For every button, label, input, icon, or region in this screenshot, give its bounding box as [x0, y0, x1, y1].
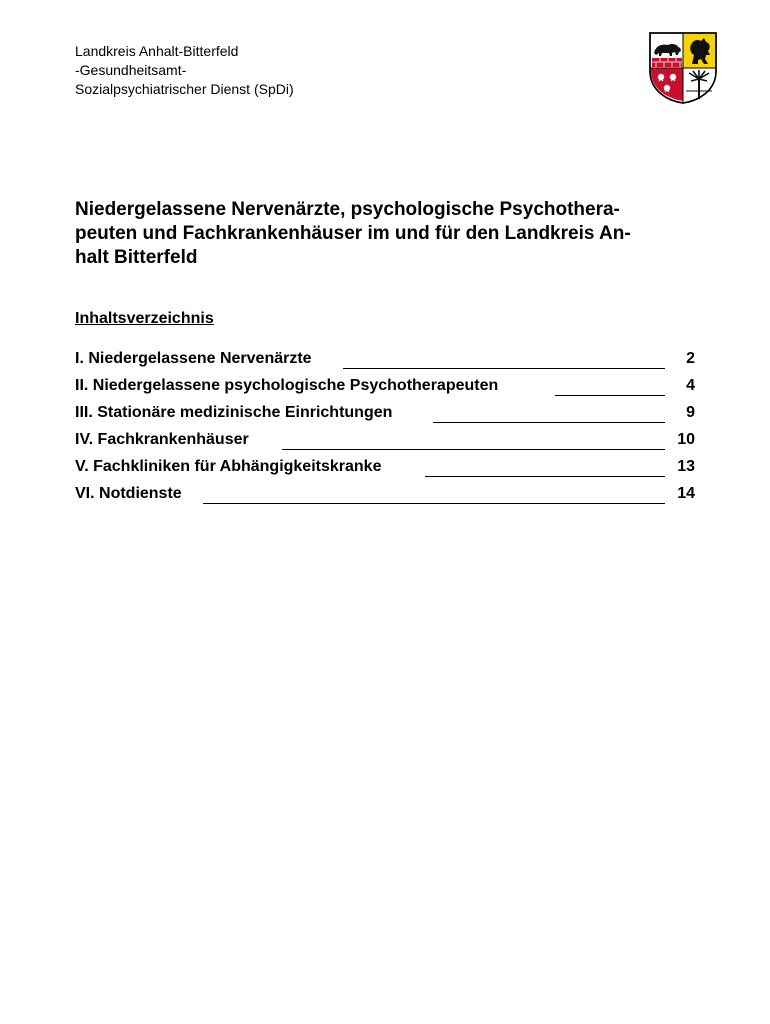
- toc-leader-line: [433, 422, 665, 423]
- toc-leader-line: [425, 476, 665, 477]
- toc-entry-label: IV. Fachkrankenhäuser: [75, 431, 249, 448]
- document-header: [75, 42, 294, 99]
- toc-entry-page: 2: [686, 350, 695, 367]
- toc-entry[interactable]: [75, 348, 695, 375]
- coat-of-arms-icon: [648, 31, 718, 105]
- document-title: [75, 198, 695, 270]
- table-of-contents: [75, 348, 695, 510]
- toc-heading: Inhaltsverzeichnis: [75, 310, 214, 327]
- toc-leader-line: [343, 368, 665, 369]
- toc-entry-page: 10: [677, 431, 695, 448]
- toc-leader-line: [555, 395, 665, 396]
- title-line-2: peuten und Fachkrankenhäuser im und für den Landkreis An-: [75, 223, 631, 244]
- toc-entry-label: III. Stationäre medizinische Einrichtungen: [75, 404, 393, 421]
- toc-leader-line: [203, 503, 665, 504]
- toc-entry-page: 13: [677, 458, 695, 475]
- header-service: Sozialpsychiatrischer Dienst (SpDi): [75, 81, 294, 97]
- title-line-3: halt Bitterfeld: [75, 247, 198, 268]
- toc-leader-line: [282, 449, 665, 450]
- toc-entry-label: V. Fachkliniken für Abhängigkeitskranke: [75, 458, 382, 475]
- toc-entry[interactable]: [75, 375, 695, 402]
- header-department: -Gesundheitsamt-: [75, 62, 187, 78]
- toc-entry-page: 4: [686, 377, 695, 394]
- toc-entry-label: II. Niedergelassene psychologische Psychotherapeuten: [75, 377, 499, 394]
- toc-entry[interactable]: [75, 483, 695, 510]
- toc-entry-page: 14: [677, 485, 695, 502]
- toc-entry-label: I. Niedergelassene Nervenärzte: [75, 350, 312, 367]
- toc-entry[interactable]: [75, 429, 695, 456]
- toc-entry-page: 9: [686, 404, 695, 421]
- header-district: Landkreis Anhalt-Bitterfeld: [75, 43, 239, 59]
- toc-entry-label: VI. Notdienste: [75, 485, 182, 502]
- toc-entry[interactable]: [75, 456, 695, 483]
- toc-entry[interactable]: [75, 402, 695, 429]
- title-line-1: Niedergelassene Nervenärzte, psychologische Psychothera-: [75, 199, 620, 220]
